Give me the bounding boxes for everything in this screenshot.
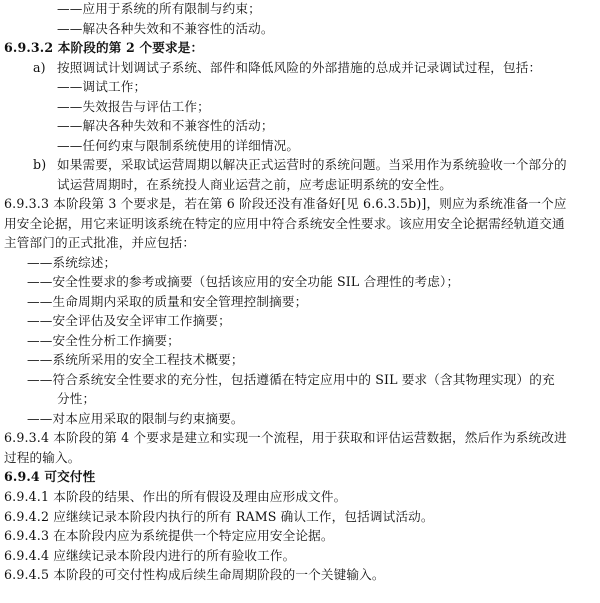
- clause-heading: 6.9.3.2 本阶段的第 2 个要求是：: [4, 40, 204, 55]
- list-item: ——安全评估及安全评审工作摘要；: [27, 313, 231, 329]
- list-item: ——失效报告与评估工作；: [57, 98, 210, 114]
- list-item: ——生命周期内采取的质量和安全管理控制摘要；: [27, 293, 308, 309]
- list-item: ——安全性分析工作摘要；: [27, 332, 180, 348]
- text-line: 用安全论据，用它来证明该系统在特定的应用中符合系统安全性要求。该应用安全论据需经轨道交通: [4, 215, 565, 231]
- list-item: ——安全性要求的参考或摘要（包括该应用的安全功能 SIL 合理性的考虑）；: [27, 274, 460, 290]
- text-line: 主管部门的正式批准，并应包括：: [4, 235, 196, 251]
- text-line: 按照调试计划调试子系统、部件和降低风险的外部措施的总成并记录调试过程，包括：: [57, 59, 542, 75]
- clause-text: 6.9.4.5 本阶段的可交付性构成后续生命周期阶段的一个关键输入。: [4, 567, 385, 582]
- section-heading: 6.9.4 可交付性: [4, 469, 96, 485]
- list-item: ——符合系统安全性要求的充分性，包括遵循在特定应用中的 SIL 要求（含其物理实现）的充: [27, 371, 555, 387]
- text-line: 试运营周期时，在系统投人商业运营之前，应考虑证明系统的安全性。: [57, 176, 453, 192]
- clause-text: 6.9.3.3 本阶段第 3 个要求是，若在第 6 阶段还没有准备好[见 6.6.3.5b)]，则应为系统准备一个应: [4, 196, 567, 212]
- list-item: ——任何约束与限制系统使用的详细情况。: [57, 137, 300, 153]
- text-line: ——应用于系统的所有限制与约束；: [57, 1, 261, 16]
- clause-text: 6.9.4.2 应继续记录本阶段内执行的所有 RAMS 确认工作，包括调试活动。: [4, 508, 434, 524]
- list-label: b): [33, 157, 47, 173]
- text-line: ——解决各种失效和不兼容性的活动。: [57, 20, 274, 36]
- text-line: 如果需要，采取试运营周期以解决正式运营时的系统问题。当采用作为系统验收一个部分的: [57, 157, 567, 173]
- list-item: ——系统所采用的安全工程技术概要；: [27, 352, 244, 368]
- text-line: 过程的输入。: [4, 449, 81, 465]
- clause-text: 6.9.4.3 在本阶段内应为系统提供一个特定应用安全论据。: [4, 528, 334, 543]
- text-line: 分性；: [57, 391, 96, 407]
- list-item: ——调试工作；: [57, 79, 147, 95]
- list-item: ——系统综述；: [27, 254, 117, 270]
- list-item: ——解决各种失效和不兼容性的活动；: [57, 118, 274, 134]
- clause-text: 6.9.3.4 本阶段的第 4 个要求是建立和实现一个流程，用于获取和评估运营数据，然后作为系统改进: [4, 430, 567, 446]
- list-item: ——对本应用采取的限制与约束摘要。: [27, 410, 244, 426]
- list-label: a): [33, 59, 46, 75]
- clause-text: 6.9.4.4 应继续记录本阶段内进行的所有验收工作。: [4, 547, 296, 563]
- clause-text: 6.9.4.1 本阶段的结果、作出的所有假设及理由应形成文件。: [4, 489, 347, 504]
